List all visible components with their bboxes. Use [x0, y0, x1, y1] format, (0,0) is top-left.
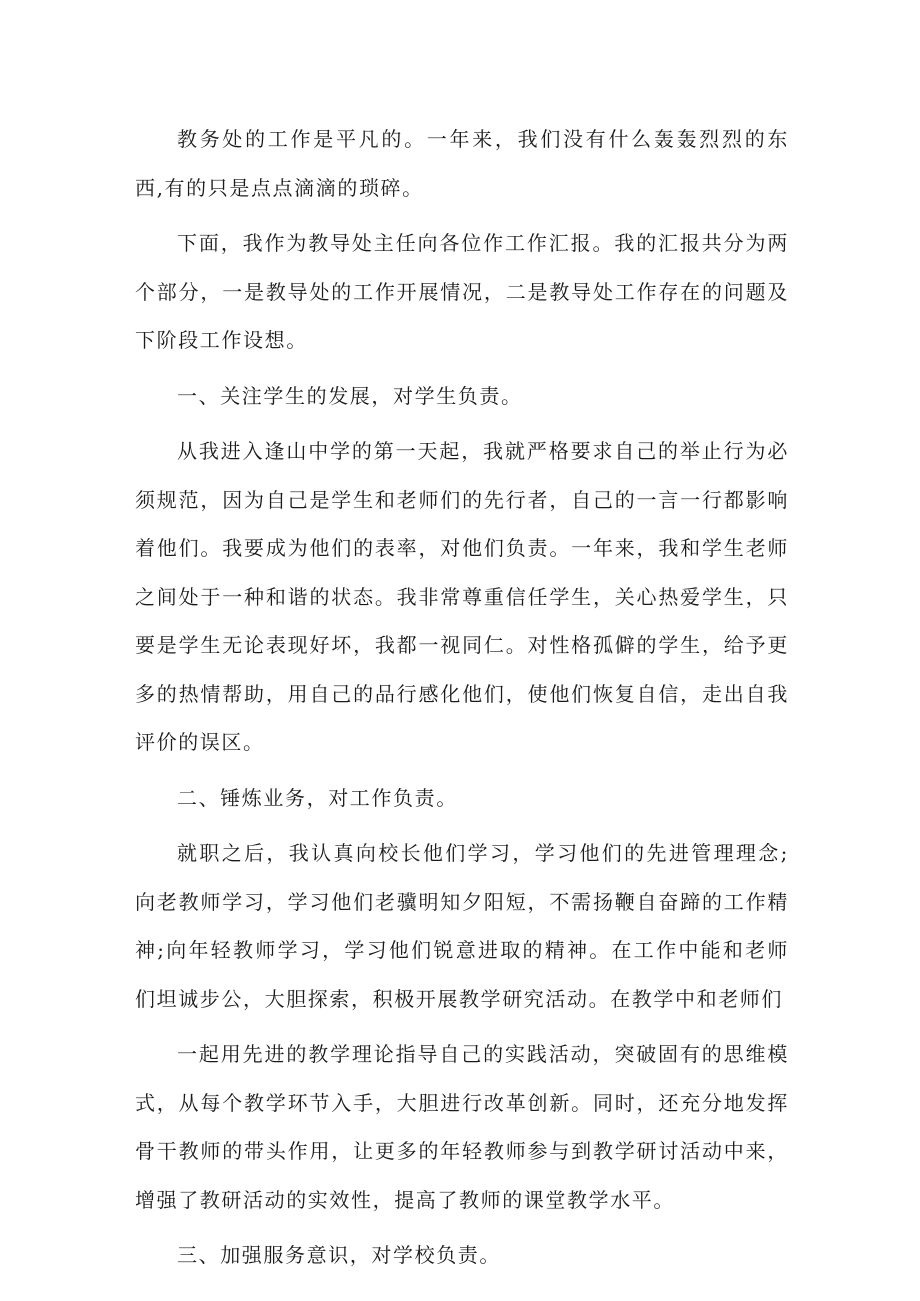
section-heading-1: 一、关注学生的发展，对学生负责。 [177, 383, 523, 408]
paragraph-section-2b: 一起用先进的教学理论指导自己的实践活动，突破固有的思维模式，从每个教学环节入手，大胆进行改革创新。同时，还充分地发挥骨干教师的带头作用，让更多的年轻教师参与到教学研讨活动中来，增强了教研活动的实效性，提高了教师的课堂教学水平。 [135, 1042, 789, 1212]
section-heading-3: 三、加强服务意识，对学校负责。 [177, 1243, 501, 1267]
document-body [135, 115, 789, 1287]
paragraph-intro: 教务处的工作是平凡的。一年来，我们没有什么轰轰烈烈的东西,有的只是点点滴滴的琐碎。 [135, 127, 789, 200]
paragraph-section-1: 从我进入逢山中学的第一天起，我就严格要求自己的举止行为必须规范，因为自己是学生和老师们的先行者，自己的一言一行都影响着他们。我要成为他们的表率，对他们负责。一年来，我和学生老师之间处于一种和谐的状态。我非常尊重信任学生，关心热爱学生，只要是学生无论表现好坏，我都一视同仁。对性格孤僻的学生，给予更多的热情帮助，用自己的品行感化他们，使他们恢复自信，走出自我评价的误区。 [135, 439, 789, 754]
paragraph-section-2a: 就职之后，我认真向校长他们学习，学习他们的先进管理理念;向老教师学习，学习他们老骥明知夕阳短，不需扬鞭自奋蹄的工作精神;向年轻教师学习，学习他们锐意进取的精神。在工作中能和老师们坦诚步公，大胆探索，积极开展教学研究活动。在教学中和老师们 [135, 841, 789, 1011]
section-heading-2: 二、锤炼业务，对工作负责。 [177, 785, 458, 810]
paragraph-report-outline: 下面，我作为教导处主任向各位作工作汇报。我的汇报共分为两个部分，一是教导处的工作开展情况，二是教导处工作存在的问题及下阶段工作设想。 [135, 231, 789, 352]
